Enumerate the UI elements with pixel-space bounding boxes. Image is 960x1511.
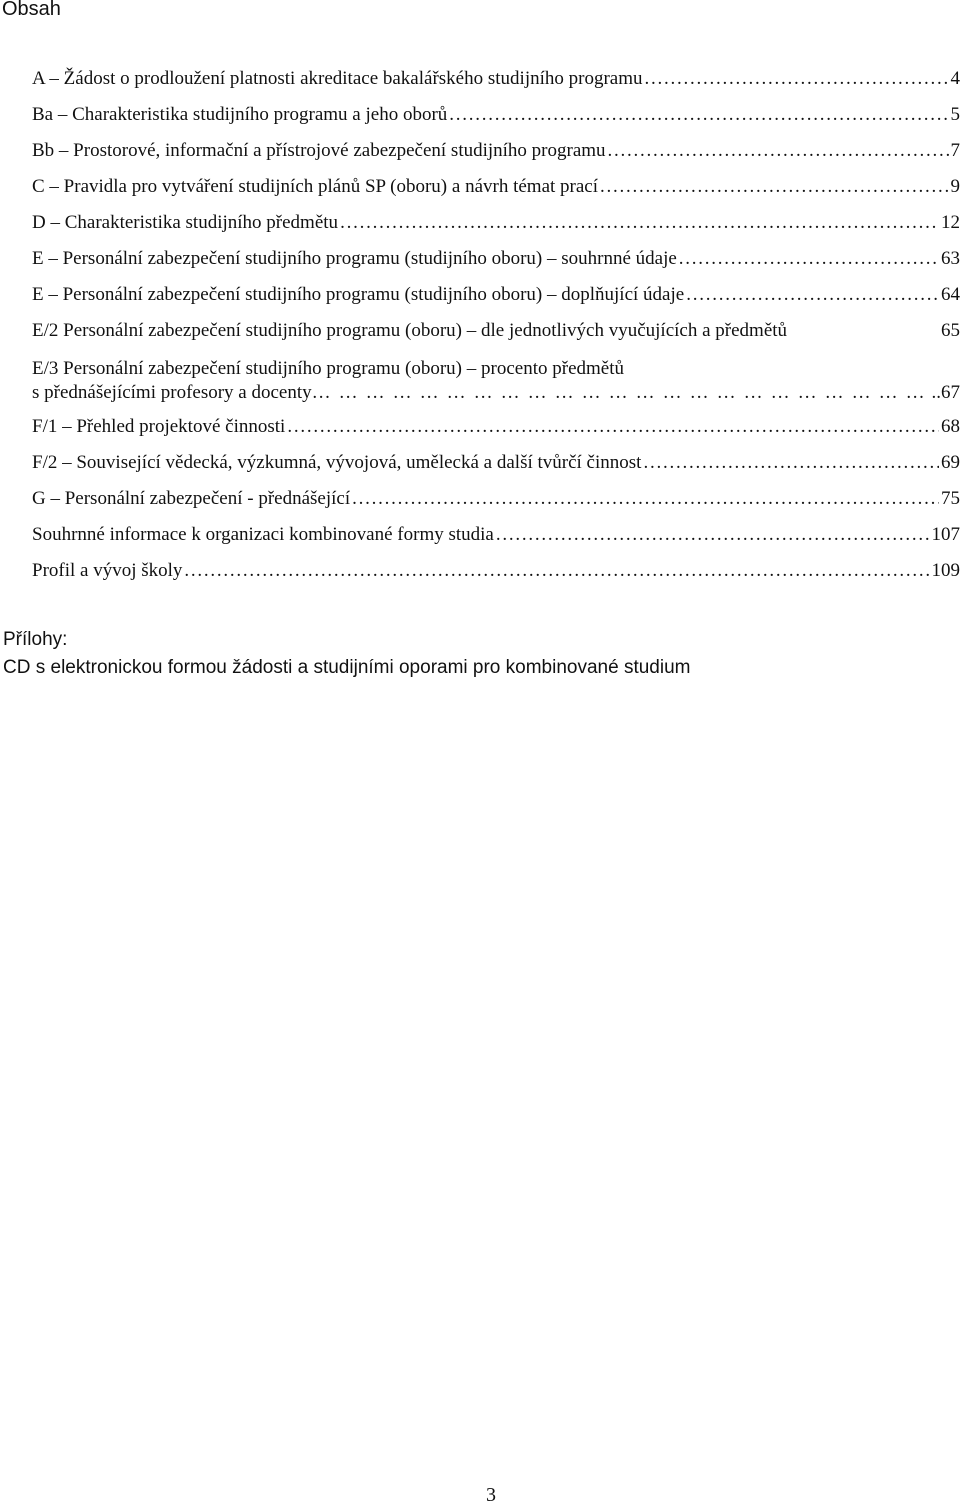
toc-entry-page: 5: [950, 104, 960, 125]
toc-leader: [600, 176, 948, 198]
toc-entry-c[interactable]: [32, 176, 960, 212]
toc-leader: [184, 560, 929, 582]
toc-leader: [679, 248, 939, 270]
toc-entry-f2[interactable]: [32, 452, 960, 488]
toc-entry-page: 65: [941, 320, 960, 341]
toc-leader: [340, 212, 939, 234]
page-number: 3: [486, 1484, 496, 1506]
toc-entry-label: Souhrnné informace k organizaci kombinované formy studia: [32, 524, 494, 545]
toc-entry-label: F/2 – Související vědecká, výzkumná, vývojová, umělecká a další tvůrčí činnost: [32, 452, 642, 473]
toc-entry-label-line1: E/3 Personální zabezpečení studijního programu (oboru) – procento předmětů: [32, 358, 624, 379]
toc-entry-ba[interactable]: [32, 104, 960, 140]
toc-heading: Obsah: [2, 0, 61, 20]
toc-entry-label: D – Charakteristika studijního předmětu: [32, 212, 339, 233]
toc-leader: [496, 524, 930, 546]
toc-entry-page: ..67: [931, 382, 960, 403]
table-of-contents: [32, 68, 960, 596]
toc-entry-e3[interactable]: [32, 356, 960, 410]
toc-entry-label: E/2 Personální zabezpečení studijního programu (oboru) – dle jednotlivých vyučujících a předmětů: [32, 320, 788, 341]
attachments-section: [3, 626, 690, 682]
toc-leader: [352, 488, 939, 510]
attachments-label: Přílohy:: [3, 629, 68, 650]
toc-leader: [686, 284, 939, 306]
toc-entry-page: 68: [941, 416, 960, 437]
toc-entry-page: 12: [941, 212, 960, 233]
toc-leader: [449, 104, 948, 126]
toc-entry-bb[interactable]: [32, 140, 960, 176]
toc-entry-page: 7: [950, 140, 960, 161]
toc-entry-a[interactable]: [32, 68, 960, 104]
toc-entry-label-line2: s přednášejícími profesory a docenty: [32, 382, 312, 403]
toc-entry-label: Bb – Prostorové, informační a přístrojové zabezpečení studijního programu: [32, 140, 606, 161]
attachments-item: CD s elektronickou formou žádosti a studijními oporami pro kombinované studium: [3, 657, 691, 678]
toc-entry-school-profile[interactable]: [32, 560, 960, 596]
toc-leader: [643, 452, 939, 474]
toc-leader: [608, 140, 949, 162]
toc-entry-label: E – Personální zabezpečení studijního programu (studijního oboru) – souhrnné údaje: [32, 248, 677, 269]
toc-entry-label: G – Personální zabezpečení - přednášející: [32, 488, 351, 509]
toc-entry-page: 69: [941, 452, 960, 473]
toc-entry-combined-study[interactable]: [32, 524, 960, 560]
toc-entry-page: 4: [950, 68, 960, 89]
toc-entry-d[interactable]: [32, 212, 960, 248]
toc-entry-page: 63: [941, 248, 960, 269]
toc-leader: [312, 382, 932, 404]
toc-entry-label: Profil a vývoj školy: [32, 560, 183, 581]
toc-entry-label: F/1 – Přehled projektové činnosti: [32, 416, 286, 437]
toc-leader: [287, 416, 939, 438]
toc-entry-page: 75: [941, 488, 960, 509]
toc-entry-e-summary[interactable]: [32, 248, 960, 284]
toc-entry-e2[interactable]: [32, 320, 960, 356]
toc-entry-label: C – Pravidla pro vytváření studijních plánů SP (oboru) a návrh témat prací: [32, 176, 599, 197]
toc-entry-page: 64: [941, 284, 960, 305]
toc-entry-f1[interactable]: [32, 416, 960, 452]
toc-entry-label: Ba – Charakteristika studijního programu a jeho oborů: [32, 104, 448, 125]
toc-entry-page: 109: [931, 560, 960, 581]
toc-entry-e-supplementary[interactable]: [32, 284, 960, 320]
toc-entry-page: 107: [931, 524, 960, 545]
toc-entry-page: 9: [950, 176, 960, 197]
toc-entry-label: E – Personální zabezpečení studijního programu (studijního oboru) – doplňující údaje: [32, 284, 685, 305]
toc-entry-label: A – Žádost o prodloužení platnosti akreditace bakalářského studijního programu: [32, 68, 643, 89]
toc-leader: [645, 68, 949, 90]
toc-entry-g[interactable]: [32, 488, 960, 524]
